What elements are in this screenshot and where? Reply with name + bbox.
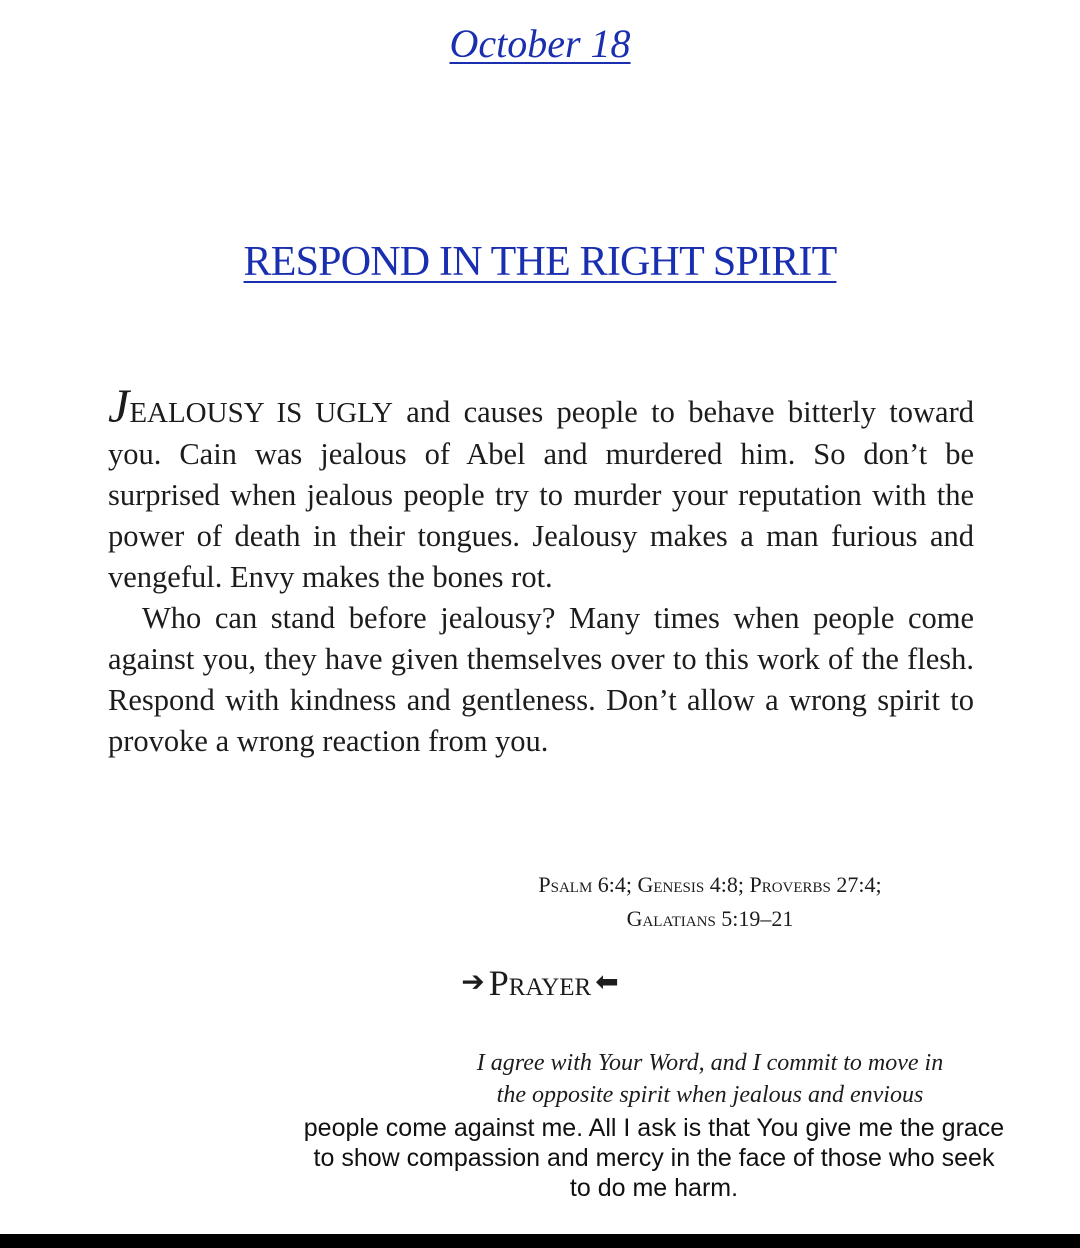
prayer-italic-line-1: I agree with Your Word, and I commit to move in (476, 1050, 944, 1076)
prayer-text-italic (430, 1047, 990, 1111)
lead-in-text: EALOUSY IS UGLY (129, 397, 393, 429)
paragraph-1-text: and causes people to behave bitterly toward you. Cain was jealous of Abel and murdered him. So don’t be surprised when jealous people try to murder your reputation with the power of death in their tongues. Jealousy makes a man furious and vengeful. Envy makes the bones rot. (108, 395, 974, 594)
paragraph-2: Who can stand before jealousy? Many times when people come against you, they have given themselves over to this work of the flesh. Respond with kindness and gentleness. Don’t allow a wrong spirit to provoke a wrong reaction from you. (108, 601, 974, 758)
reference-line-1: Psalm 6:4; Genesis 4:8; Proverbs 27:4; (538, 872, 882, 897)
left-arrow-icon: ⬅ (595, 965, 619, 998)
devotional-body (108, 380, 974, 762)
bottom-bar (0, 1234, 1080, 1248)
prayer-plain-line-3: to do me harm. (569, 1174, 739, 1202)
prayer-heading-text: Prayer (488, 963, 592, 1003)
prayer-italic-line-2: the opposite spirit when jealous and envious (496, 1082, 924, 1108)
page-title[interactable]: RESPOND IN THE RIGHT SPIRIT (243, 239, 837, 285)
reference-line-2: Galatians 5:19–21 (626, 906, 794, 931)
drop-cap: J (108, 380, 130, 433)
prayer-plain-line-2: to show compassion and mercy in the face of those who seek (313, 1144, 995, 1172)
prayer-text-plain (280, 1113, 1028, 1203)
page-date-heading[interactable]: October 18 (449, 21, 631, 66)
right-arrow-icon: ➔ (461, 965, 485, 998)
prayer-heading (0, 962, 1080, 1004)
prayer-plain-line-1: people come against me. All I ask is that You give me the grace (303, 1114, 1005, 1142)
scripture-references (460, 868, 960, 936)
paragraph-1 (108, 380, 974, 598)
